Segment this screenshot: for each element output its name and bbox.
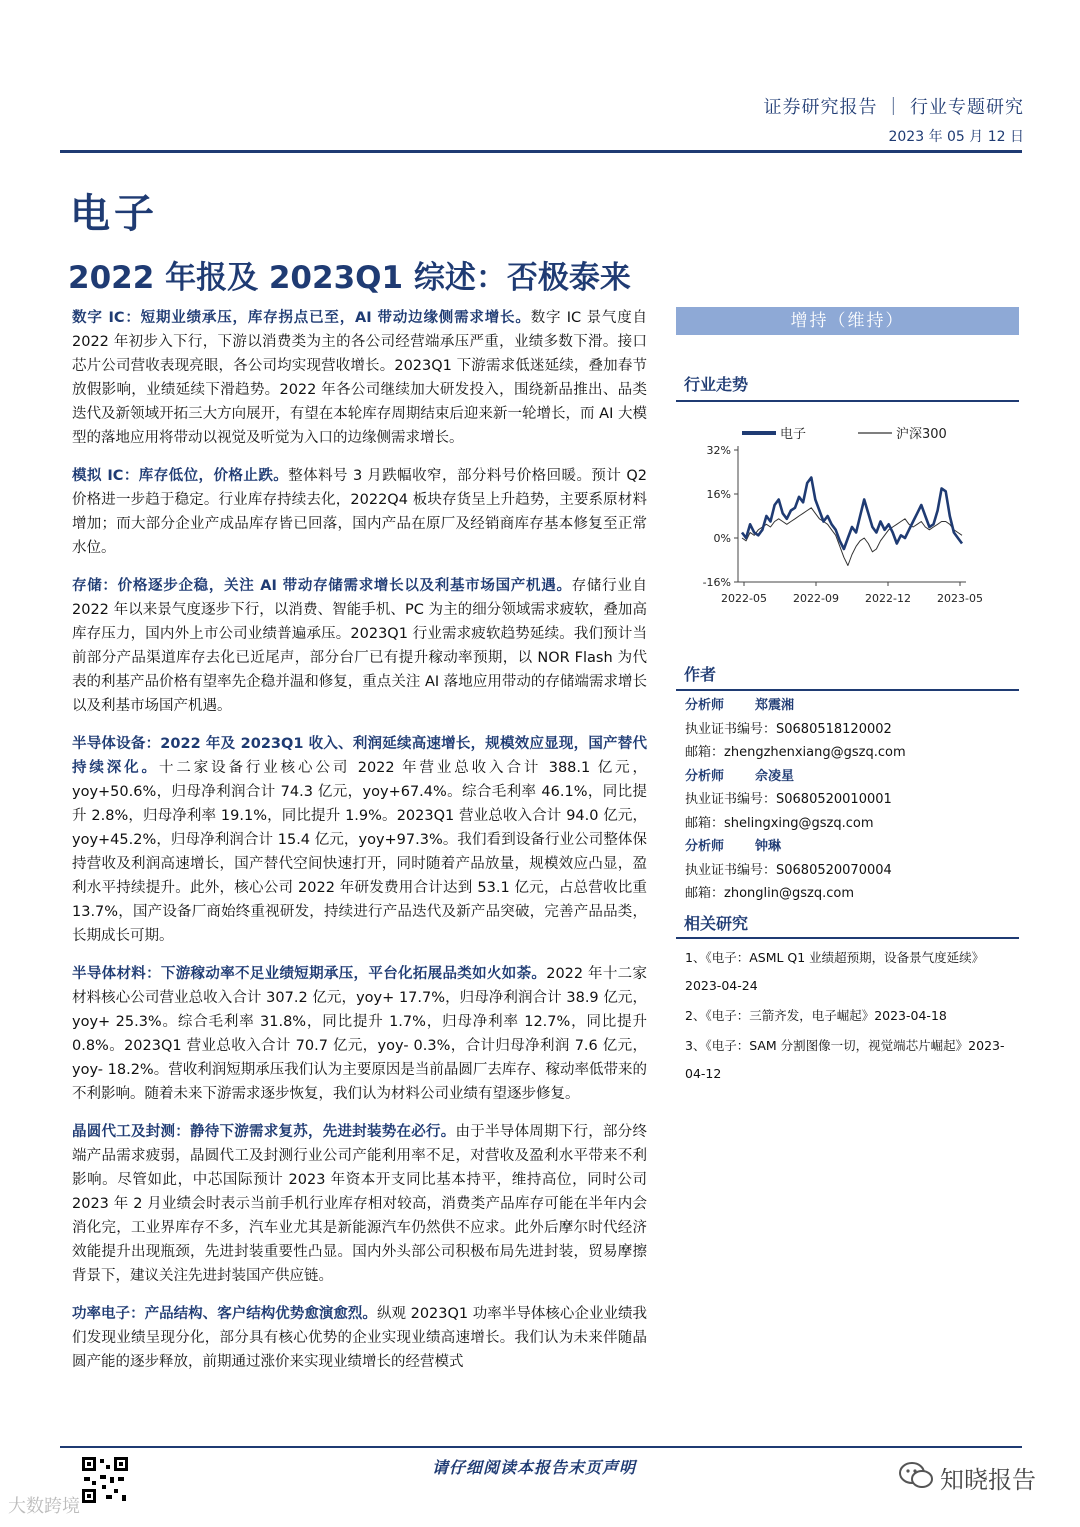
y-tick-label: 16% [706, 488, 731, 501]
paragraph-body: 2022 年十二家材料核心公司营业总收入合计 307.2 亿元，yoy+ 17.7%，归母净利润合计 38.9 亿元，yoy+ 25.3%。综合毛利率 31.8%，同比提升 1.7%，归母净利率 12.7%，同比提升 0.8%。2023Q1 营业总收入合计 70.7 亿元，yoy- 0.3%，合计归母净利润 7.6 亿元，yoy- 18.2%。营收利润短期承压我们认为主要原因是当前晶圆厂去库存、稼动率低带来的不利影响。随着未来下游需求逐步恢复，我们认为材料公司业绩有望逐步修复。 [72, 966, 648, 1102]
author-role: 分析师 [685, 839, 725, 854]
header-divider [60, 150, 1022, 153]
author-list [685, 694, 1015, 906]
summary-paragraph [72, 464, 647, 560]
author-name: 佘凌星 [755, 768, 795, 784]
paragraph-body: 纵观 2023Q1 功率半导体核心企业业绩我们发现业绩呈现分化，部分具有核心优势的企业实现业绩高速增长。我们认为未来伴随晶圆产能的逐步释放，前期通过涨价来实现业绩增长的经营模式 [72, 1306, 648, 1370]
rating-badge: 增持（维持） [676, 307, 1019, 335]
summary-paragraph [72, 306, 647, 450]
email-label: 邮箱： [685, 745, 725, 760]
related-research-item[interactable]: 2、《电子：三箭齐发，电子崛起》2023-04-18 [685, 1008, 947, 1023]
author-entry [685, 694, 1015, 765]
paragraph-heading: 功率电子：产品结构、客户结构优势愈演愈烈。 [72, 1306, 377, 1322]
paragraph-body: 十二家设备行业核心公司 2022 年营业总收入合计 388.1 亿元，yoy+50.6%，归母净利润合计 74.3 亿元，yoy+67.4%。综合毛利率 46.1%，同比提升 2.8%，归母净利率 19.1%，同比提升 1.9%。2023Q1 营业总收入合计 94.0 亿元，yoy+45.2%，归母净利润合计 15.4 亿元，yoy+97.3%。我们看到设备行业公司整体保持营收及利润高速增长，国产替代空间快速打开，同时随着产品放量，规模效应凸显，盈利水平持续提升。此外，核心公司 2022 年研发费用合计达到 53.1 亿元，占总营收比重 13.7%，国产设备厂商始终重视研发，持续进行产品迭代及新产品突破，完善产品品类，长期成长可期。 [72, 760, 648, 944]
legend-label: 电子 [780, 427, 807, 442]
footer-divider [60, 1446, 1022, 1448]
x-tick-label: 2022-12 [865, 592, 911, 605]
license-number: S0680520010001 [776, 792, 892, 807]
trend-divider [676, 400, 1019, 402]
summary-paragraph [72, 732, 647, 948]
summary-paragraph [72, 574, 647, 718]
author-role: 分析师 [685, 768, 725, 784]
author-title: 作者 [684, 665, 717, 684]
legend-label: 沪深300 [896, 427, 947, 442]
paragraph-body: 整体料号 3 月跌幅收窄，部分料号价格回暖。预计 Q2 价格进一步趋于稳定。行业库存持续去化，2022Q4 板块存货呈上升趋势，主要系原材料增加；而大部分企业产成品库存皆已回落，国内产品在原厂及经销商库存基本修复至正常水位。 [72, 468, 647, 556]
wechat-icon [898, 1460, 934, 1490]
license-label: 执业证书编号： [685, 792, 777, 807]
license-label: 执业证书编号： [685, 721, 777, 737]
paragraph-heading: 半导体材料：下游稼动率不足业绩短期承压，平台化拓展品类如火如荼。 [72, 966, 547, 982]
main-content [72, 306, 647, 1388]
paragraph-heading: 数字 IC：短期业绩承压，库存拐点已至，AI 带动边缘侧需求增长。 [72, 310, 531, 326]
series-line-csi300 [742, 508, 962, 566]
author-entry [685, 835, 1015, 906]
paragraph-heading: 存储：价格逐步企稳，关注 AI 带动存储需求增长以及利基市场国产机遇。 [72, 578, 572, 594]
footer-disclaimer: 请仔细阅读本报告末页声明 [432, 1458, 637, 1477]
report-date: 2023 年 05 月 12 日 [888, 129, 1024, 145]
license-number: S0680520070004 [776, 862, 892, 878]
author-entry [685, 765, 1015, 836]
report-title: 2022 年报及 2023Q1 综述：否极泰来 [68, 260, 631, 296]
x-tick-label: 2023-05 [937, 592, 983, 605]
paragraph-heading: 晶圆代工及封测：静待下游需求复苏，先进封装势在必行。 [72, 1124, 456, 1140]
related-research-item[interactable]: 1、《电子：ASML Q1 业绩超预期，设备景气度延续》2023-04-24 [685, 950, 985, 993]
email-label: 邮箱： [685, 886, 725, 901]
license-number: S0680518120002 [776, 721, 892, 737]
x-tick-label: 2022-09 [793, 592, 839, 605]
author-name: 郑震湘 [755, 698, 795, 713]
related-divider [676, 937, 1019, 939]
y-tick-label: -16% [702, 576, 731, 589]
qr-code-icon [80, 1455, 130, 1505]
paragraph-heading: 半导体设备：2022 年及 2023Q1 收入、利润延续高速增长，规模效应显现，国产替代持续深化。 [72, 736, 647, 776]
license-label: 执业证书编号： [685, 862, 777, 878]
paragraph-heading: 模拟 IC：库存低位，价格止跌。 [72, 468, 289, 484]
industry-trend-chart [676, 420, 1019, 615]
author-email[interactable]: shelingxing@gszq.com [724, 815, 874, 831]
related-research-item[interactable]: 3、《电子：SAM 分割图像一切，视觉端芯片崛起》2023-04-12 [685, 1038, 1005, 1081]
author-role: 分析师 [685, 698, 725, 713]
y-tick-label: 0% [713, 532, 731, 545]
series-line-electronics [742, 478, 962, 550]
author-name: 钟琳 [755, 839, 782, 854]
watermark-left: 大数跨境 [8, 1496, 80, 1517]
related-title: 相关研究 [684, 914, 749, 933]
summary-paragraph [72, 1120, 647, 1288]
watermark-right: 知晓报告 [940, 1466, 1036, 1494]
paragraph-body: 数字 IC 景气度自 2022 年初步入下行，下游以消费类为主的各公司经营端承压严重，业绩多数下滑。接口芯片公司营收表现亮眼，各公司均实现营收增长。2023Q1 下游需求低迷延续，叠加春节放假影响，业绩延续下滑趋势。2022 年各公司继续加大研发投入，围绕新品推出、品类迭代及新领域开拓三大方向展开，有望在本轮库存周期结束后迎来新一轮增长，而 AI 大模型的落地应用将带动以视觉及听觉为入口的边缘侧需求增长。 [72, 310, 648, 446]
author-email[interactable]: zhonglin@gszq.com [724, 886, 854, 901]
author-email[interactable]: zhengzhenxiang@gszq.com [724, 745, 906, 760]
related-research-list [685, 944, 1020, 1090]
summary-paragraph [72, 962, 647, 1106]
sector-name: 电子 [70, 191, 158, 237]
author-divider [676, 689, 1019, 691]
y-tick-label: 32% [706, 444, 731, 457]
x-tick-label: 2022-05 [721, 592, 767, 605]
paragraph-body: 由于半导体周期下行，部分终端产品需求疲弱，晶圆代工及封测行业公司产能利用率不足，对营收及盈利水平带来不利影响。尽管如此，中芯国际预计 2023 年资本开支同比基本持平，维持高位，同时公司 2023 年 2 月业绩会时表示当前手机行业库存相对较高，消费类产品库存可能在半年内会消化完，工业界库存不多，汽车业尤其是新能源汽车仍然供不应求。此外后摩尔时代经济效能提升出现瓶颈，先进封装重要性凸显。国内外头部公司积极布局先进封装，贸易摩擦背景下，建议关注先进封装国产供应链。 [72, 1124, 647, 1284]
report-type: 证券研究报告 ｜ 行业专题研究 [763, 97, 1024, 118]
paragraph-body: 存储行业自 2022 年以来景气度逐步下行，以消费、智能手机、PC 为主的细分领域需求疲软，叠加高库存压力，国内外上市公司业绩普遍承压。2023Q1 行业需求疲软趋势延续。我们预计当前部分产品渠道库存去化已近尾声，部分台厂已有提升稼动率预期，以 NOR Flash 为代表的利基产品价格有望率先企稳并温和修复，重点关注 AI 落地应用带动的存储端需求增长以及利基市场国产机遇。 [72, 578, 647, 714]
summary-paragraph [72, 1302, 647, 1374]
email-label: 邮箱： [685, 815, 725, 831]
trend-title: 行业走势 [684, 375, 749, 394]
